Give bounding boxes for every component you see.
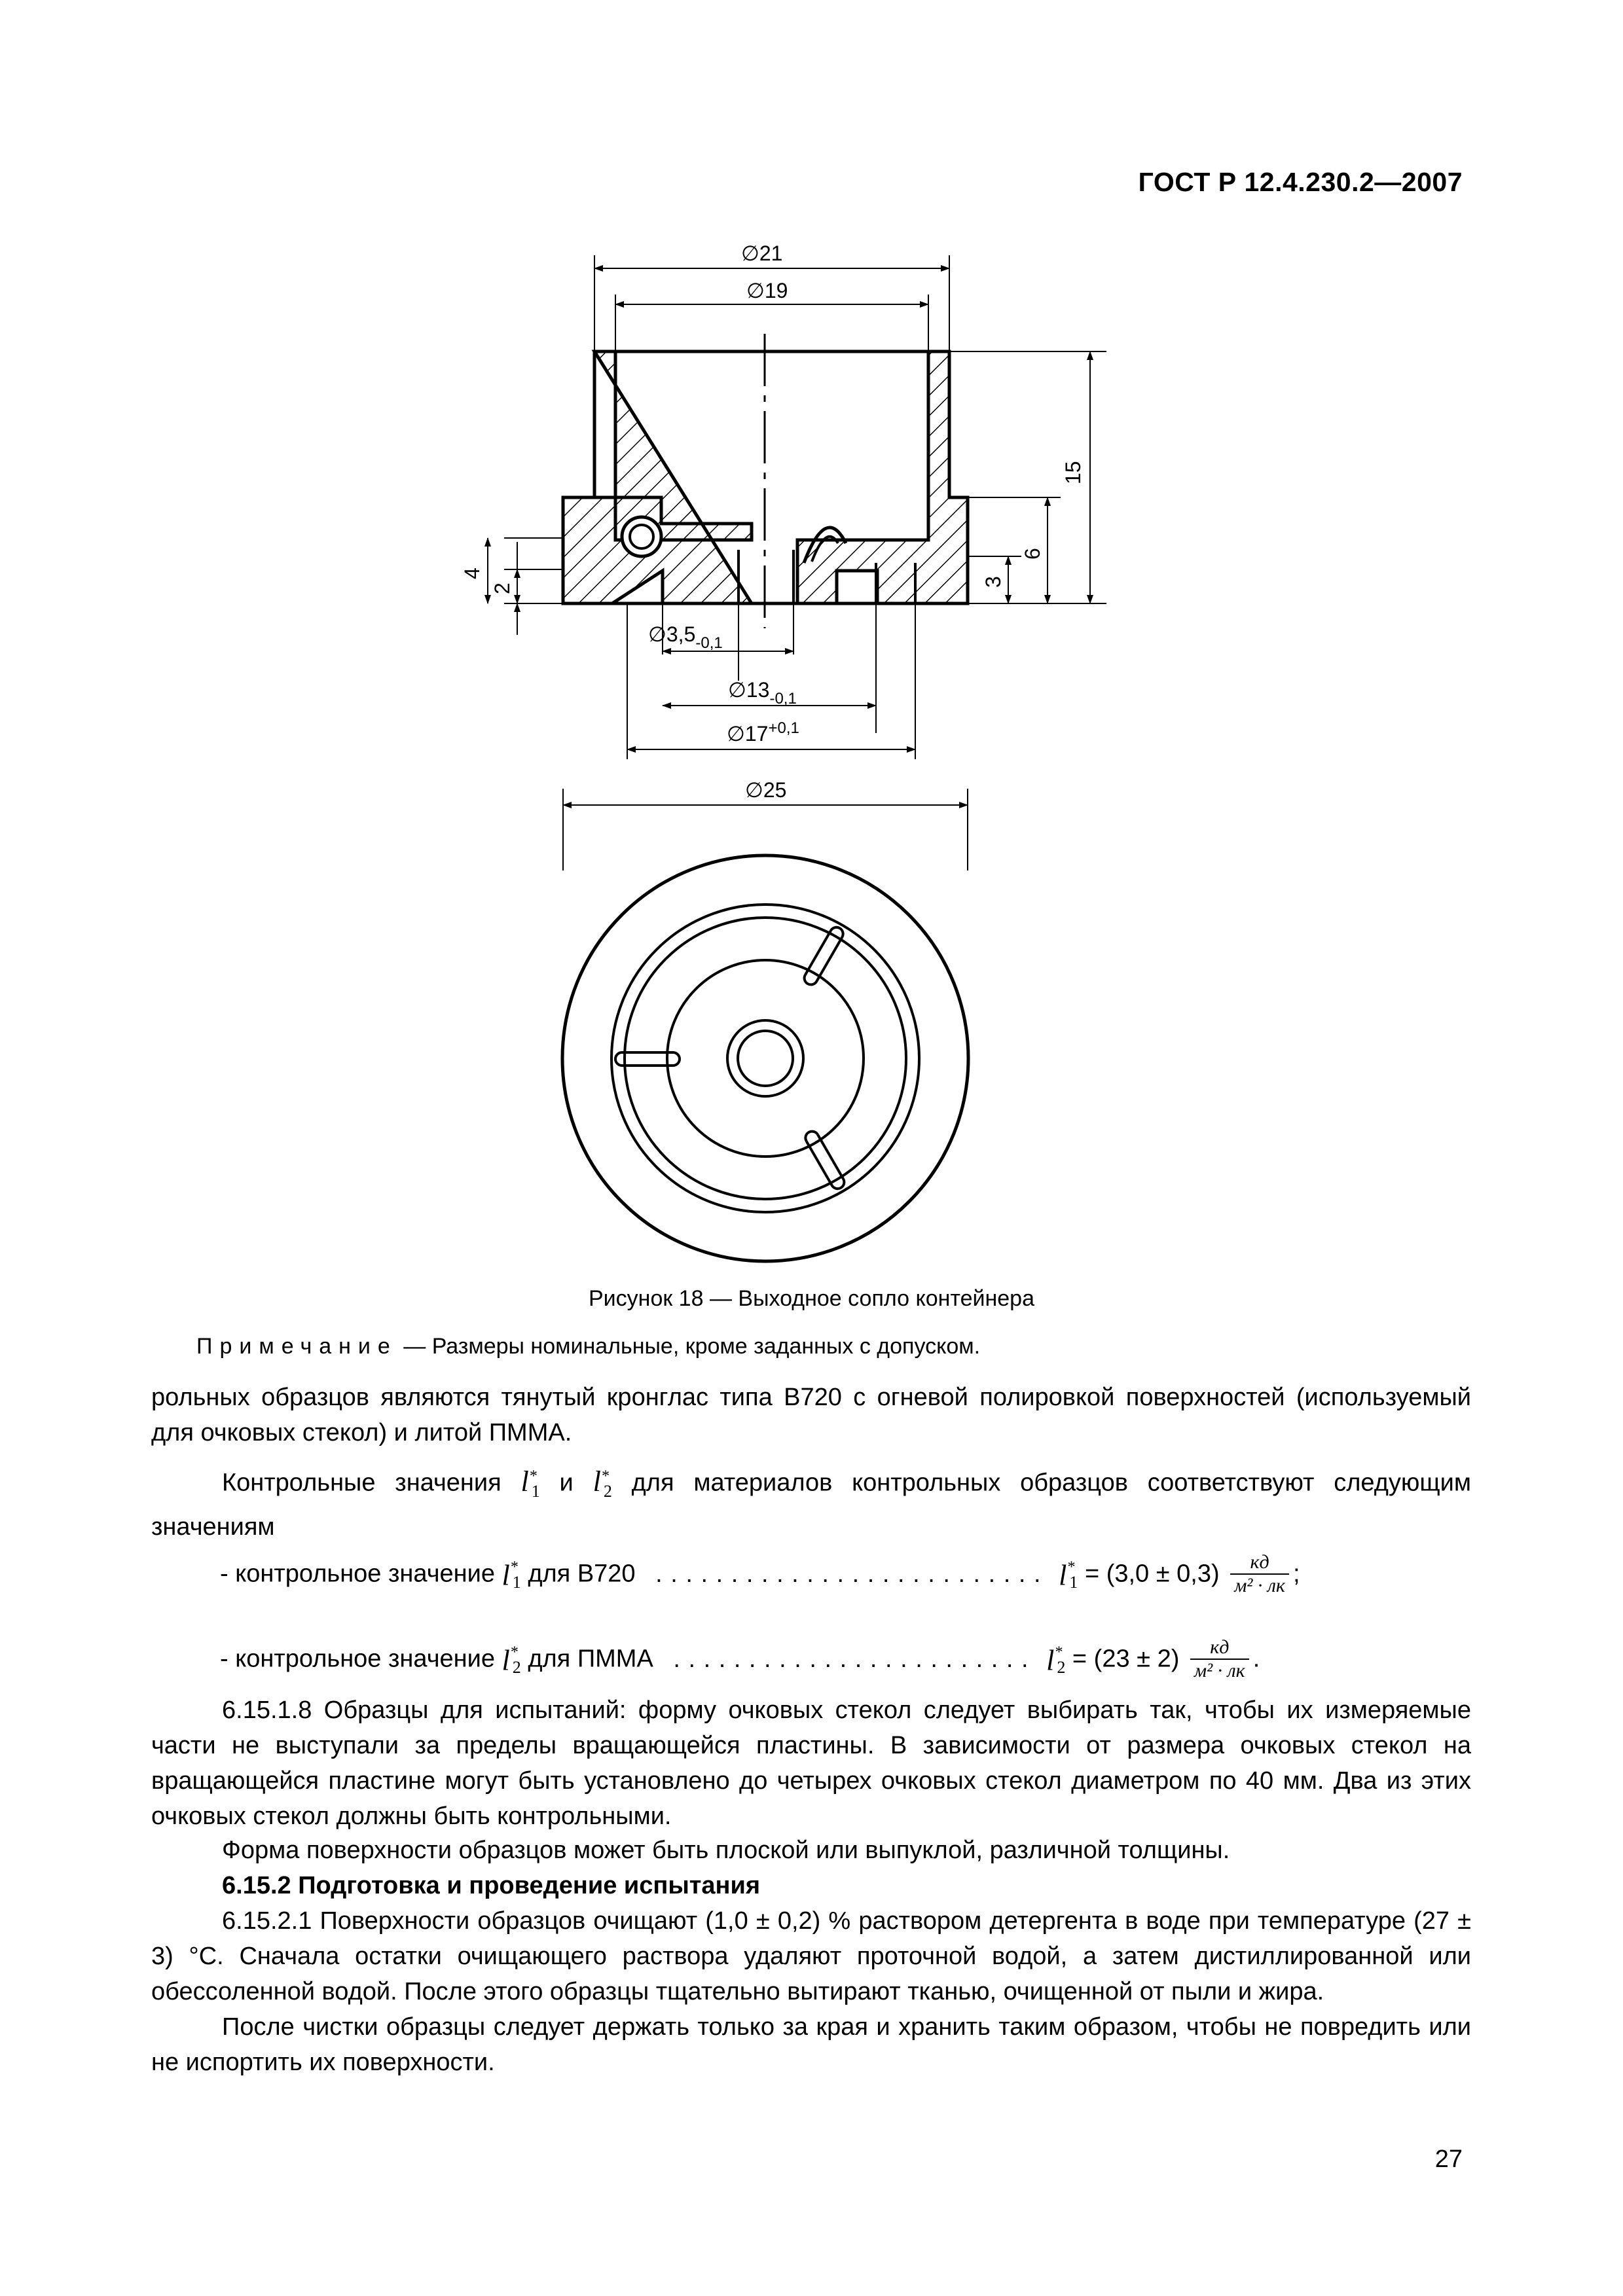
paragraph-6-15-2-1: 6.15.2.1 Поверхности образцов очищают (1,0 ± 0,2) % раствором детергента в воде при температуре (27 ± 3) °С. Сначала остатки очищающего раствора удаляют проточной водой, а затем дистиллированной или обессоленной водой. После этого образцы тщательно вытирают тканью, очищенной от пыли и жира.: [151, 1907, 1471, 2005]
control-value-pmma: - контрольное значение $l^*_2$ для ПММА . . . . . . . . . . . . . . . . . . . . . . . . $l^*_2 = (23 \pm 2)$ $\frac{кд}{\text{м² · лк}}$ .: [220, 1636, 1260, 1681]
dim-h6: 6: [1021, 548, 1044, 560]
dim-d19: ∅19: [746, 279, 788, 302]
dim-h2: 2: [490, 583, 514, 594]
paragraph-2: Контрольные значения $l^*_1$ и $l^*_2$ для материалов контрольных образцов соответствуют следующим значениям: [151, 1465, 1472, 1541]
right-wall: [797, 351, 968, 603]
section-view: [488, 255, 1106, 759]
dim-d17: $\emptyset 17^{+0,1}$: [727, 719, 799, 745]
paragraph-handling: После чистки образцы следует держать только за края и хранить таким образом, чтобы не повредить или не испортить их поверхности.: [151, 2013, 1471, 2076]
page-number: 27: [1434, 2145, 1463, 2173]
dim-d13: $\emptyset 13_{-0,1}$: [728, 678, 797, 708]
figure-note: [196, 1334, 980, 1359]
note-text: — Размеры номинальные, кроме заданных с допуском.: [397, 1334, 981, 1359]
dim-h3: 3: [981, 576, 1005, 588]
dim-d25: ∅25: [745, 778, 787, 802]
unit-fraction: $\frac{кд}{\text{м² · лк}}$: [1230, 1551, 1289, 1597]
rib-top-right: [803, 1129, 847, 1191]
dim-h15: 15: [1061, 461, 1085, 484]
figure-caption: Рисунок 18 — Выходное сопло контейнера: [589, 1286, 1034, 1311]
dim-h4: 4: [460, 567, 484, 579]
center-bore-inner: [738, 1031, 793, 1086]
section-heading-6-15-2: 6.15.2 Подготовка и проведение испытания: [222, 1872, 761, 1899]
control-value-b720: - контрольное значение $l^*_1$ для B720 . . . . . . . . . . . . . . . . . . . . . . . . . . $l^*_1 = (3,0 \pm 0,3)$ $\frac{кд}{\text{м² · лк}}$ ;: [220, 1551, 1300, 1596]
dim-d21: ∅21: [741, 242, 783, 265]
symbol-l2: $l^*_2$: [593, 1465, 612, 1501]
dimension-labels: [460, 242, 1085, 802]
symbol-l1: $l^*_1$: [520, 1465, 540, 1501]
left-wall: [563, 351, 752, 603]
dim-d3-5: $\emptyset 3,5_{-0,1}$: [648, 622, 723, 652]
paragraph-6-15-1-8: 6.15.1.8 Образцы для испытаний: форму очковых стекол следует выбирать так, чтобы их измеряемые части не выступали за пределы вращающейся пластины. В зависимости от размера очковых стекол на вращающейся пластине могут быть установлено до четырех очковых стекол диаметром по 40 мм. Два из этих очковых стекол должны быть контрольными.: [151, 1696, 1471, 1830]
paragraph-1: рольных образцов являются тянутый кронглас типа B720 с огневой полировкой поверхностей (используемый для очковых стекол) и литой ПММА.: [151, 1384, 1471, 1446]
unit-fraction: $\frac{кд}{\text{м² · лк}}$: [1190, 1636, 1249, 1682]
standard-header: ГОСТ Р 12.4.230.2—2007: [1138, 167, 1463, 197]
rib-bottom-right: [802, 925, 845, 987]
paragraph-surface-form: Форма поверхности образцов может быть плоской или выпуклой, различной толщины.: [222, 1837, 1230, 1864]
note-label: Примечание: [196, 1334, 397, 1359]
plan-view: [562, 789, 968, 1261]
